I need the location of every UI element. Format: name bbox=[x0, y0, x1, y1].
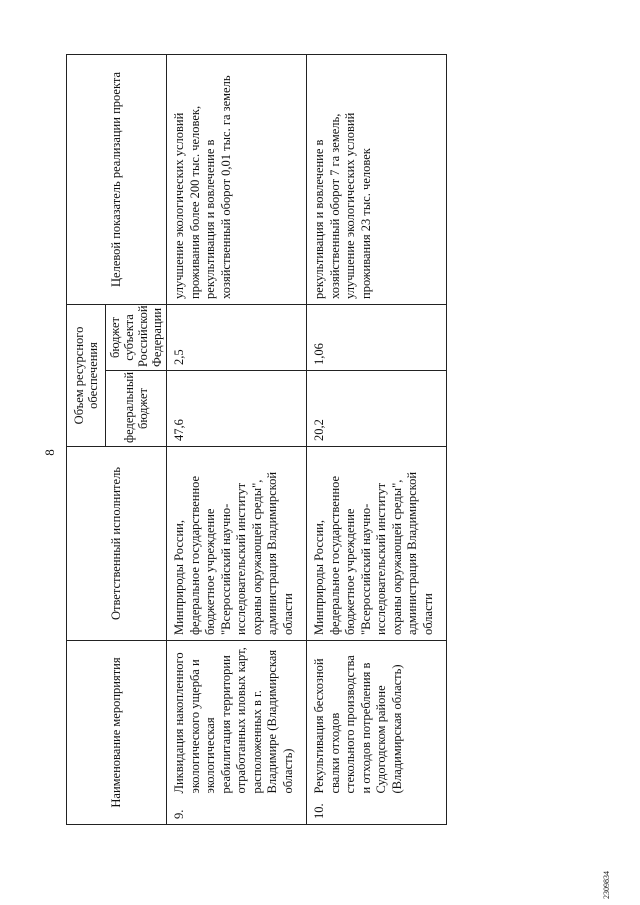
header-resources: Объем ресурсного обеспечения bbox=[67, 304, 106, 446]
row-name: Ликвидация накопленного экологического ущерба и экологическая реабилитация территории отработанных иловых карт, расположенных в г. Владимире (Владимирская область) bbox=[167, 641, 307, 799]
row-regional: 1,06 bbox=[307, 304, 447, 370]
header-regional: бюджет субъекта Российской Федерации bbox=[106, 304, 167, 370]
row-federal: 47,6 bbox=[167, 371, 307, 447]
document-code: 2309834 bbox=[602, 871, 611, 899]
page-number: 8 bbox=[42, 449, 57, 456]
header-name: Наименование мероприятия bbox=[67, 641, 167, 825]
table-row bbox=[307, 54, 447, 824]
row-target: рекультивация и вовлечение в хозяйственный оборот 7 га земель, улучшение экологических условий проживания 23 тыс. человек bbox=[307, 54, 447, 304]
row-executor: Минприроды России, федеральное государственное бюджетное учреждение "Всероссийский научно-исследовательский институт охраны окружающей среды", администрация Владимирской области bbox=[167, 447, 307, 641]
row-number: 9. bbox=[167, 799, 307, 825]
events-table bbox=[66, 54, 447, 825]
header-target: Целевой показатель реализации проекта bbox=[67, 54, 167, 304]
row-name: Рекультивация бесхозной свалки отходов стекольного производства и отходов потребления в Судогодском районе (Владимирская область) bbox=[307, 641, 447, 799]
header-federal: федеральный бюджет bbox=[106, 371, 167, 447]
row-target: улучшение экологических условий проживания более 200 тыс. человек, рекультивация и вовлечение в хозяйственный оборот 0,01 тыс. га земель bbox=[167, 54, 307, 304]
row-federal: 20,2 bbox=[307, 371, 447, 447]
header-executor: Ответственный исполнитель bbox=[67, 447, 167, 641]
row-number: 10. bbox=[307, 799, 447, 825]
table-row bbox=[167, 54, 307, 824]
row-regional: 2,5 bbox=[167, 304, 307, 370]
row-executor: Минприроды России, федеральное государственное бюджетное учреждение "Всероссийский научно-исследовательский институт охраны окружающей среды", администрация Владимирской области bbox=[307, 447, 447, 641]
